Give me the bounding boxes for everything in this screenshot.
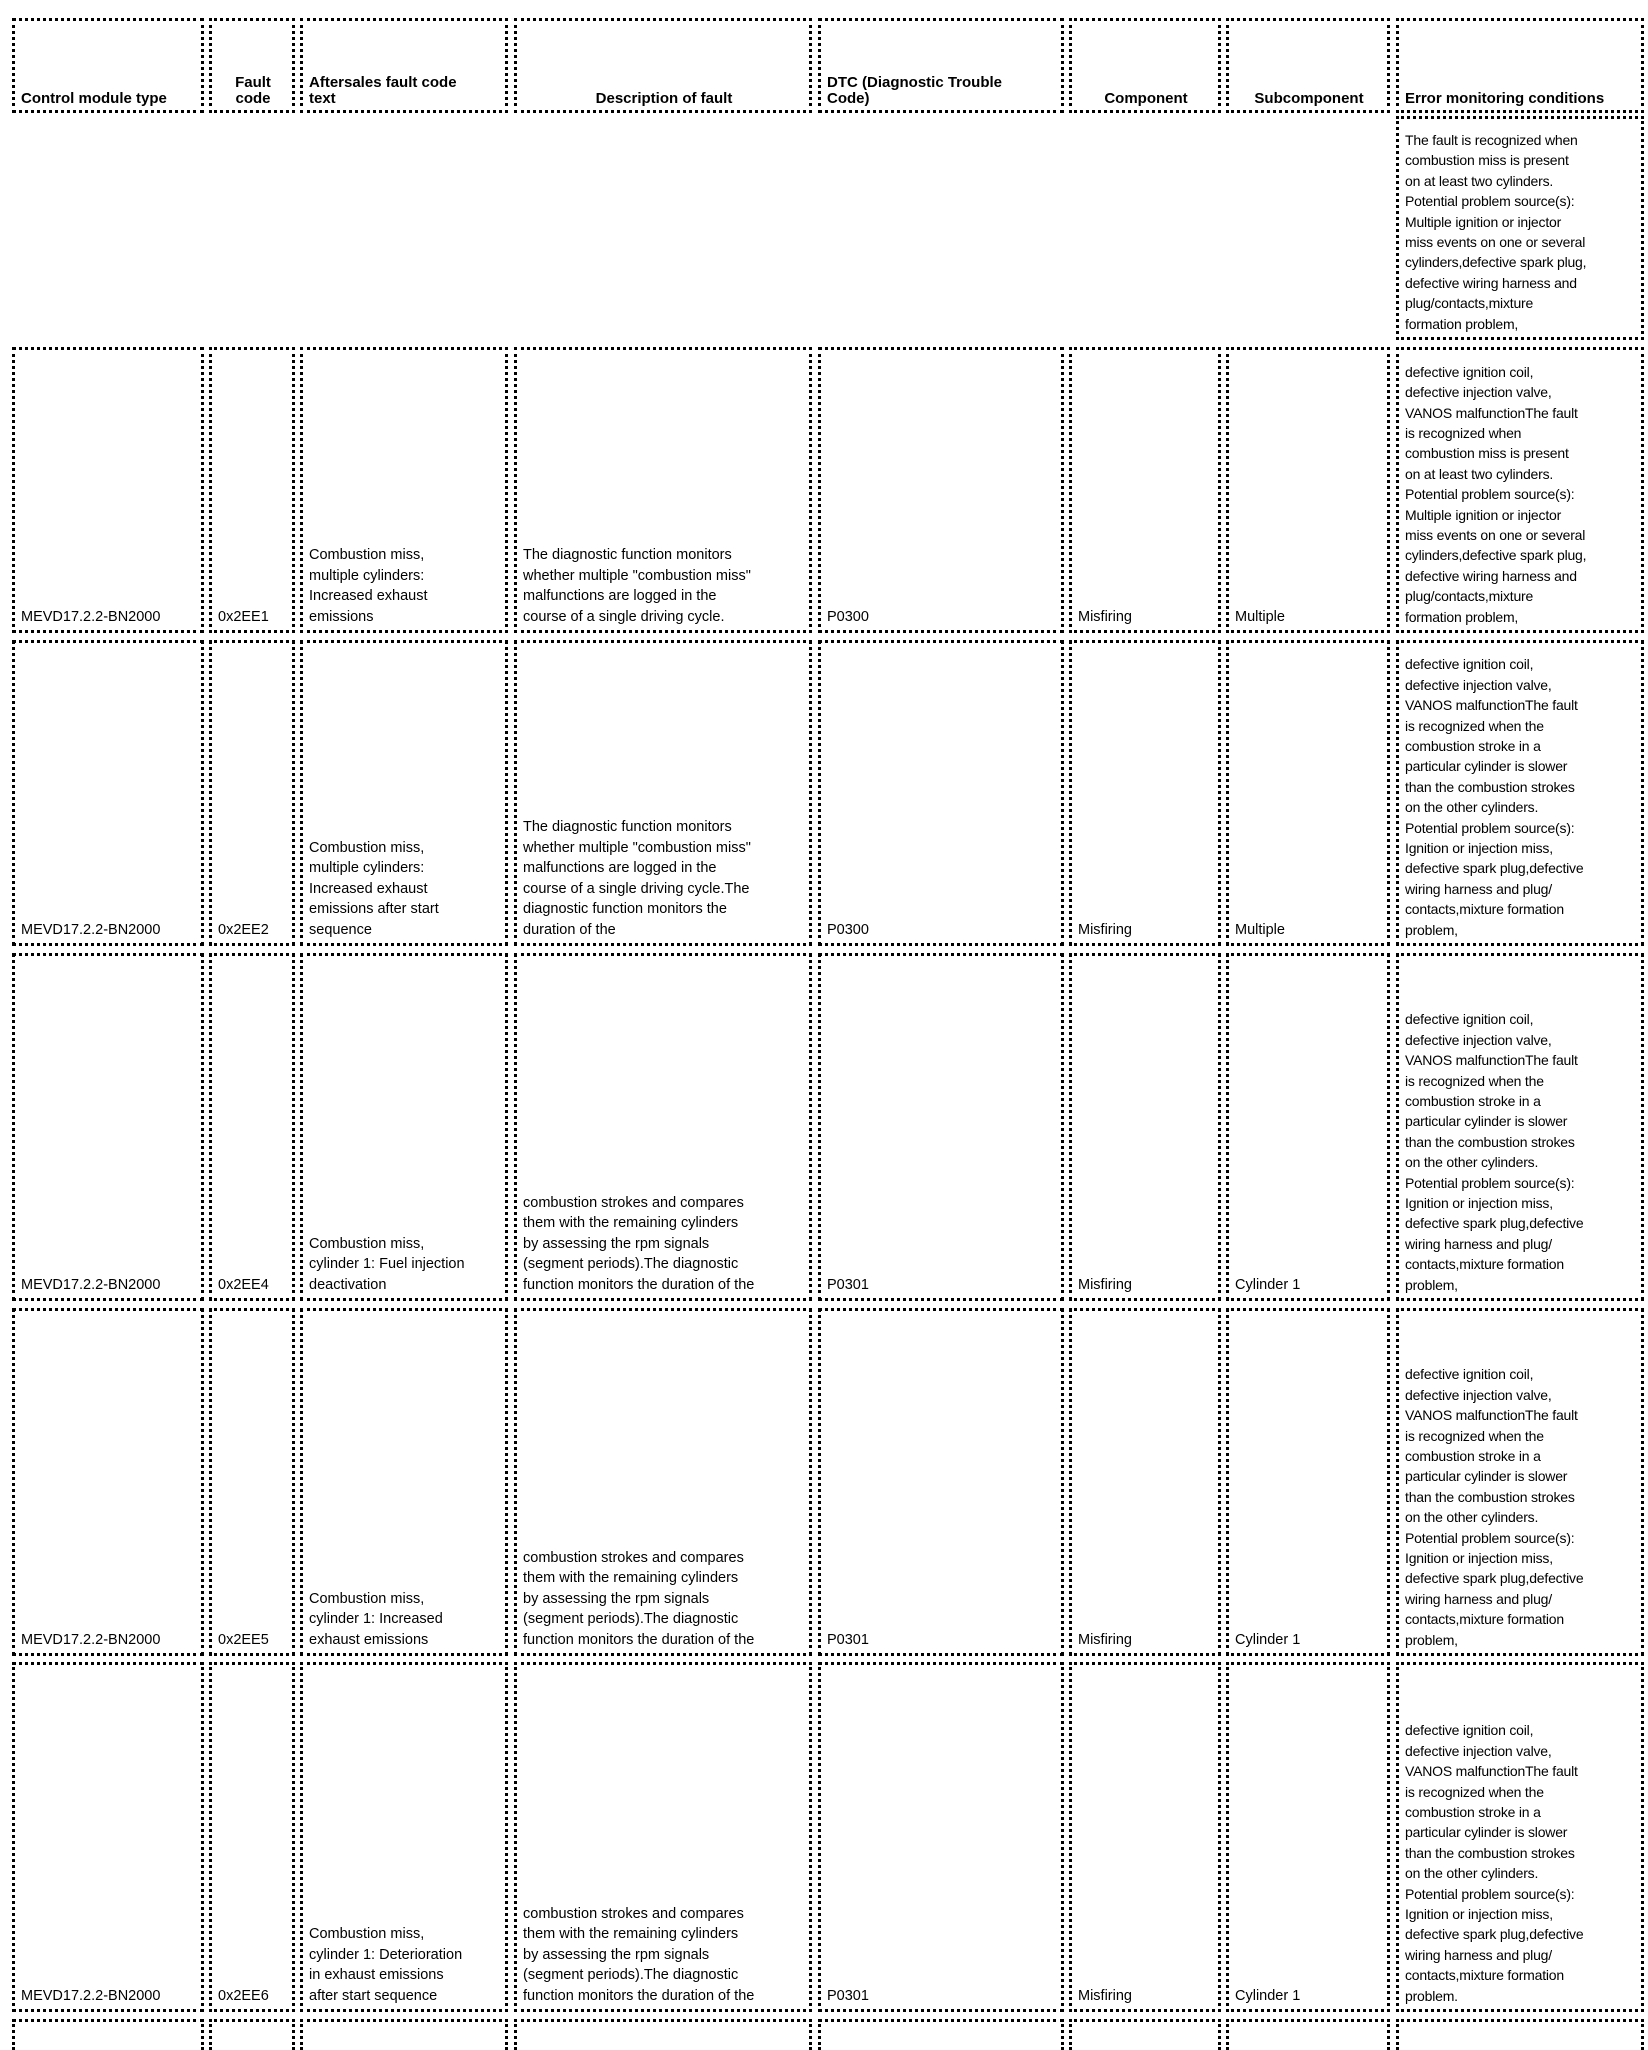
fault-code-cell (209, 347, 295, 633)
control-module-type-cell (12, 640, 204, 946)
error-conditions-text: defective ignition coil, defective injection valve, VANOS malfunctionThe fault is recognized when the combustion stroke in a particular cylinder is slower than the combustion strokes on the other cylinders. Potential problem source(s): Ignition or injection miss, defective spark plug,defective wiring harness and plug/ contacts,mixture formation problem, (1405, 1366, 1584, 1648)
fault-code-cell-partial (209, 2019, 295, 2050)
aftersales-text-cell (300, 640, 508, 946)
fault-code-text: 0x2EE2 (218, 921, 269, 938)
description-cell-partial (514, 2019, 812, 2050)
component-cell-partial (1069, 2019, 1221, 2050)
control-module-type-cell (12, 1308, 204, 1656)
error-conditions-cell (1396, 347, 1644, 633)
header-label: Subcomponent (1254, 90, 1364, 107)
description-cell (514, 640, 812, 946)
subcomponent-text: Cylinder 1 (1235, 1631, 1301, 1648)
component-cell (1069, 953, 1221, 1301)
dtc-text: P0301 (827, 1276, 869, 1293)
aftersales-text-text: Combustion miss, cylinder 1: Fuel injection deactivation (309, 1235, 465, 1293)
fault-code-text: 0x2EE6 (218, 1987, 269, 2004)
control-module-type-cell (12, 953, 204, 1301)
control-module-type-text: MEVD17.2.2-BN2000 (21, 921, 161, 938)
description-cell (514, 347, 812, 633)
subcomponent-cell (1226, 347, 1390, 633)
header-label: Error monitoring conditions (1405, 90, 1605, 107)
component-text: Misfiring (1078, 921, 1132, 938)
description-text: The diagnostic function monitors whether multiple "combustion miss" malfunctions are logged in the course of a single driving cycle.The diagnostic function monitors the duration of the (523, 819, 751, 938)
description-cell (514, 953, 812, 1301)
component-cell (1069, 347, 1221, 633)
control-module-type-text: MEVD17.2.2-BN2000 (21, 608, 161, 625)
dtc-text: P0300 (827, 608, 869, 625)
control-module-type-text: MEVD17.2.2-BN2000 (21, 1631, 161, 1648)
control-module-type-text: MEVD17.2.2-BN2000 (21, 1987, 161, 2004)
header-error-conditions (1396, 18, 1644, 113)
description-cell (514, 1308, 812, 1656)
dtc-cell-partial (818, 2019, 1064, 2050)
aftersales-text-cell (300, 953, 508, 1301)
description-text: The diagnostic function monitors whether multiple "combustion miss" malfunctions are logged in the course of a single driving cycle. (523, 547, 751, 625)
description-text: combustion strokes and compares them with the remaining cylinders by assessing the rpm signals (segment periods).The diagnostic function monitors the duration of the (523, 1194, 755, 1293)
header-control-module-type (12, 18, 204, 113)
aftersales-text-text: Combustion miss, multiple cylinders: Increased exhaust emissions (309, 547, 428, 625)
aftersales-text-text: Combustion miss, cylinder 1: Increased exhaust emissions (309, 1590, 443, 1648)
fault-code-cell (209, 640, 295, 946)
dtc-cell (818, 640, 1064, 946)
fault-code-cell (209, 1662, 295, 2012)
aftersales-text-cell (300, 347, 508, 633)
error-conditions-cell (1396, 1308, 1644, 1656)
fault-code-text: 0x2EE5 (218, 1631, 269, 1648)
control-module-type-cell (12, 1662, 204, 2012)
subcomponent-text: Cylinder 1 (1235, 1276, 1301, 1293)
aftersales-text-cell (300, 1308, 508, 1656)
fault-code-text: 0x2EE1 (218, 608, 269, 625)
error-conditions-cell (1396, 953, 1644, 1301)
fault-code-cell (209, 1308, 295, 1656)
header-dtc (818, 18, 1064, 113)
error-conditions-cell-partial (1396, 2019, 1644, 2050)
dtc-text: P0301 (827, 1631, 869, 1648)
header-label: Description of fault (595, 90, 733, 107)
control-module-type-text: MEVD17.2.2-BN2000 (21, 1276, 161, 1293)
error-conditions-text: defective ignition coil, defective injection valve, VANOS malfunctionThe fault is recognized when the combustion stroke in a particular cylinder is slower than the combustion strokes on the other cylinders. Potential problem source(s): Ignition or injection miss, defective spark plug,defective wiring harness and plug/ contacts,mixture formation problem, (1405, 656, 1584, 938)
error-conditions-text: defective ignition coil, defective injection valve, VANOS malfunctionThe fault is recognized when combustion miss is present on at least two cylinders. Potential problem source(s): Multiple ignition or injector miss events on one or several cylinders,defective spark plug, defective wiring harness and plug/contacts,mixture formation problem, (1405, 363, 1587, 625)
header-subcomponent (1226, 18, 1390, 113)
aftersales-text-cell (300, 1662, 508, 2012)
fault-code-text: 0x2EE4 (218, 1276, 269, 1293)
error-conditions-text: The fault is recognized when combustion miss is present on at least two cylinders. Potential problem source(s): Multiple ignition or injector miss events on one or several cylinders,defective spark plug, defective wiring harness and plug/contacts,mixture formation problem, (1405, 131, 1587, 332)
subcomponent-cell (1226, 1308, 1390, 1656)
component-cell (1069, 1308, 1221, 1656)
error-conditions-cell (1396, 1662, 1644, 2012)
header-component (1069, 18, 1221, 113)
component-cell (1069, 640, 1221, 946)
component-text: Misfiring (1078, 1276, 1132, 1293)
header-fault-code (209, 18, 295, 113)
subcomponent-text: Multiple (1235, 921, 1285, 938)
error-conditions-text: defective ignition coil, defective injection valve, VANOS malfunctionThe fault is recognized when the combustion stroke in a particular cylinder is slower than the combustion strokes on the other cylinders. Potential problem source(s): Ignition or injection miss, defective spark plug,defective wiring harness and plug/ contacts,mixture formation problem, (1405, 1011, 1584, 1293)
header-description (514, 18, 812, 113)
header-label: DTC (Diagnostic Trouble Code) (827, 74, 1003, 107)
dtc-cell (818, 1308, 1064, 1656)
dtc-text: P0301 (827, 1987, 869, 2004)
description-text: combustion strokes and compares them with the remaining cylinders by assessing the rpm signals (segment periods).The diagnostic function monitors the duration of the (523, 1549, 755, 1648)
dtc-cell (818, 347, 1064, 633)
dtc-cell (818, 1662, 1064, 2012)
header-label: Component (1104, 90, 1188, 107)
dtc-cell (818, 953, 1064, 1301)
component-text: Misfiring (1078, 1987, 1132, 2004)
header-aftersales-text (300, 18, 508, 113)
component-text: Misfiring (1078, 608, 1132, 625)
control-module-type-cell-partial (12, 2019, 204, 2050)
header-label: Aftersales fault code text (309, 74, 457, 107)
header-label: Fault code (235, 74, 271, 107)
subcomponent-cell (1226, 640, 1390, 946)
error-conditions-cell (1396, 640, 1644, 946)
aftersales-text-text: Combustion miss, multiple cylinders: Increased exhaust emissions after start sequence (309, 839, 439, 938)
subcomponent-cell (1226, 953, 1390, 1301)
fault-code-cell (209, 953, 295, 1301)
control-module-type-cell (12, 347, 204, 633)
subcomponent-cell (1226, 1662, 1390, 2012)
component-cell (1069, 1662, 1221, 2012)
subcomponent-text: Multiple (1235, 608, 1285, 625)
description-text: combustion strokes and compares them with the remaining cylinders by assessing the rpm signals (segment periods).The diagnostic function monitors the duration of the (523, 1905, 755, 2004)
component-text: Misfiring (1078, 1631, 1132, 1648)
aftersales-text-cell-partial (300, 2019, 508, 2050)
header-label: Control module type (21, 90, 167, 107)
continued-error-conditions-cell (1396, 116, 1644, 340)
description-cell (514, 1662, 812, 2012)
aftersales-text-text: Combustion miss, cylinder 1: Deterioration in exhaust emissions after start sequence (309, 1926, 463, 2004)
subcomponent-text: Cylinder 1 (1235, 1987, 1301, 2004)
dtc-text: P0300 (827, 921, 869, 938)
subcomponent-cell-partial (1226, 2019, 1390, 2050)
error-conditions-text: defective ignition coil, defective injection valve, VANOS malfunctionThe fault is recognized when the combustion stroke in a particular cylinder is slower than the combustion strokes on the other cylinders. Potential problem source(s): Ignition or injection miss, defective spark plug,defective wiring harness and plug/ contacts,mixture formation problem. (1405, 1722, 1584, 2004)
